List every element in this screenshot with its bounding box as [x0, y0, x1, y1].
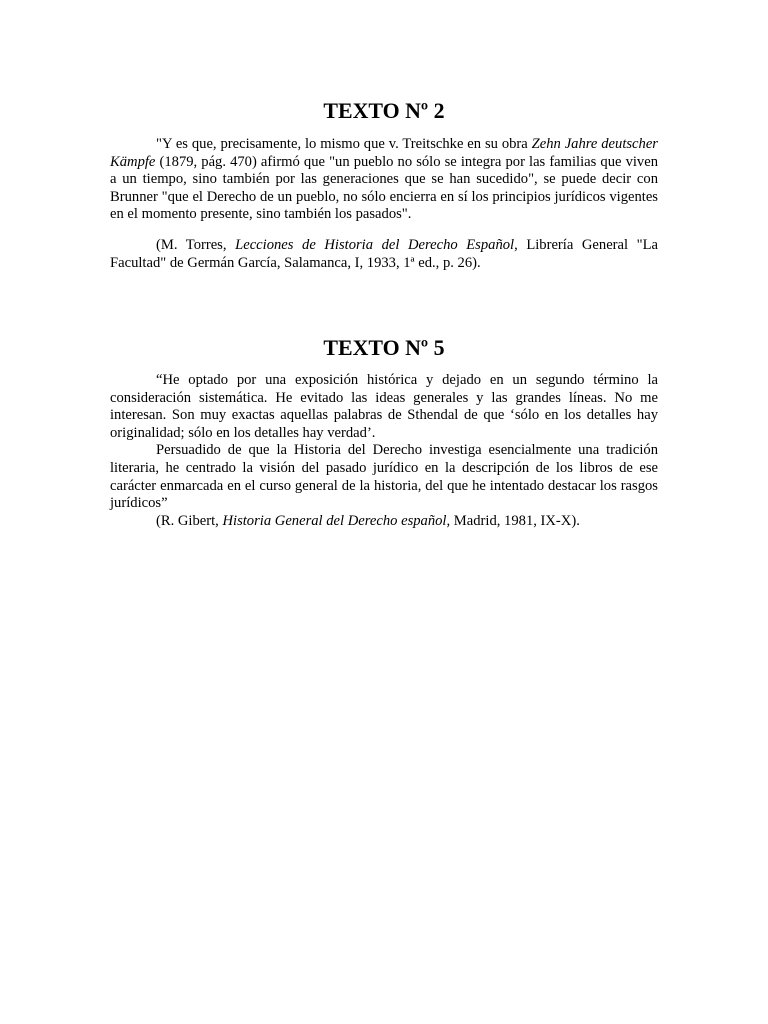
citation-details: , Librería General "La Facultad" de Germán García, Salamanca, I, 1933, 1ª ed., p. 26).	[110, 237, 659, 271]
quote-paragraph	[110, 136, 658, 224]
section-heading-texto-2: TEXTO Nº 2	[323, 98, 445, 123]
citation-author: (M. Torres,	[156, 237, 236, 253]
citation-details-2: Madrid, 1981, IX-X).	[450, 512, 580, 529]
body-paragraph-2: Persuadido de que la Historia del Derecho investiga esencialmente una tradición literaria, he centrado la visión del pasado jurídico en la descripción de los libros de ese carácter enmarcada en el curso general de la historia, del que he intentado destacar los rasgos jurídicos”	[110, 442, 658, 512]
citation-paragraph	[110, 237, 658, 272]
section-body-texto-5	[110, 372, 658, 530]
citation-author-2: (R. Gibert,	[156, 512, 223, 529]
quote-text-end: (1879, pág. 470) afirmó que "un pueblo no sólo se integra por las familias que viven a un tiempo, sino también por las generaciones que se han sucedido", se puede decir con Brunner "que el Derecho de un pueblo, no sólo encierra en sí los principios jurídicos vigentes en el momento presente, sino también los pasados".	[110, 153, 658, 223]
quote-book-title: Zehn Jahre deutscher Kämpfe	[110, 136, 658, 170]
citation-book-title: Lecciones de Historia del Derecho Español	[235, 237, 515, 253]
citation-book-title-2: Historia General del Derecho español,	[222, 512, 451, 529]
section-heading-texto-5: TEXTO Nº 5	[323, 335, 445, 360]
quote-text-start: "Y es que, precisamente, lo mismo que v. Treitschke en su obra	[156, 136, 532, 152]
body-paragraph-1: “He optado por una exposición histórica y dejado en un segundo término la consideración sistemática. He evitado las ideas generales y las grandes líneas. No me interesan. Son muy exactas aquellas palabras de Sthendal de que ‘sólo en los detalles hay originalidad; sólo en los detalles hay verdad’.	[110, 372, 658, 441]
citation-paragraph-2	[110, 513, 658, 531]
